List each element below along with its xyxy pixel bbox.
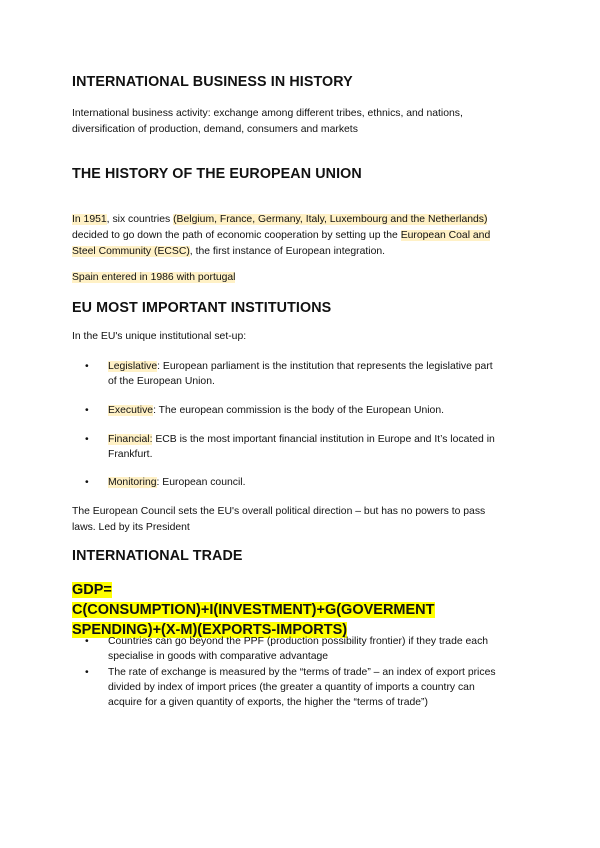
paragraph-european-council [72,504,542,536]
highlight-spain: Spain entered in 1986 with portugal [72,272,236,283]
bullet-icon: • [85,477,89,488]
highlight-year: In 1951 [72,214,107,225]
bullet-icon: • [85,434,89,445]
highlight-countries: (Belgium, France, Germany, Italy, Luxembourg and the Netherlands) [173,214,488,225]
gdp-formula [72,580,472,640]
list-item [85,432,528,462]
heading-international-business: INTERNATIONAL BUSINESS IN HISTORY [72,74,353,90]
paragraph-line: The European Council sets the EU's overall political direction – but has no powers to pass [72,506,486,517]
institutions-intro: In the EU's unique institutional set-up: [72,331,247,342]
text-run: decided to go down the path of economic cooperation by setting up the [72,230,401,241]
list-item [85,634,538,664]
paragraph-international-business [72,106,532,138]
text-run: of the European Union. [108,376,215,387]
highlight-term: Monitoring [108,477,157,488]
text-run: ECB is the most important financial institution in Europe and It’s located in [152,434,495,445]
bullet-icon: • [85,361,89,372]
heading-eu-history: THE HISTORY OF THE EUROPEAN UNION [72,166,362,182]
highlight-term: Legislative [108,361,158,372]
bullet-icon: • [85,636,89,647]
highlight-ecsc-b: Steel Community (ECSC) [72,246,190,257]
text-run: specialise in goods with comparative advantage [108,651,329,662]
text-run: The rate of exchange is measured by the “terms of trade” – an index of export prices [108,667,496,678]
paragraph-line [72,244,542,260]
paragraph-line [72,228,542,244]
paragraph-line: laws. Led by its President [72,522,190,533]
gdp-formula-line: GDP= C(CONSUMPTION)+I(INVESTMENT)+G(GOVERMENT [72,582,435,618]
text-run: , the first instance of European integration. [189,246,386,257]
text-run: acquire for a given quantity of exports, the higher the “terms of trade”) [108,697,428,708]
list-item [85,359,528,389]
text-run: Countries can go beyond the PPF (production possibility frontier) if they trade each [108,636,489,647]
text-run: : The european commission is the body of the European Union. [153,405,444,416]
heading-eu-institutions: EU MOST IMPORTANT INSTITUTIONS [72,300,332,316]
bullet-icon: • [85,667,89,678]
text-run: : European parliament is the institution that represents the legislative part [157,361,493,372]
highlight-term: Financial: [108,434,153,445]
bullet-icon: • [85,405,89,416]
gdp-formula-line: SPENDING)+(X-M)(EXPORTS-IMPORTS) [72,622,348,638]
text-run: , six countries [106,214,174,225]
heading-international-trade: INTERNATIONAL TRADE [72,548,243,564]
highlight-ecsc-a: European Coal and [400,230,491,241]
paragraph-eu-history [72,212,542,260]
highlight-term: Executive [108,405,154,416]
list-item [85,403,528,418]
paragraph-line [72,212,542,228]
paragraph-spain [72,270,532,286]
text-run: divided by index of import prices (the greater a quantity of imports a country can [108,682,475,693]
list-item [85,475,528,490]
list-item [85,665,538,710]
text-run: Frankfurt. [108,449,153,460]
paragraph-line: diversification of production, demand, consumers and markets [72,124,358,135]
paragraph-line: International business activity: exchange among different tribes, ethnics, and nations, [72,108,463,119]
text-run: : European council. [156,477,246,488]
